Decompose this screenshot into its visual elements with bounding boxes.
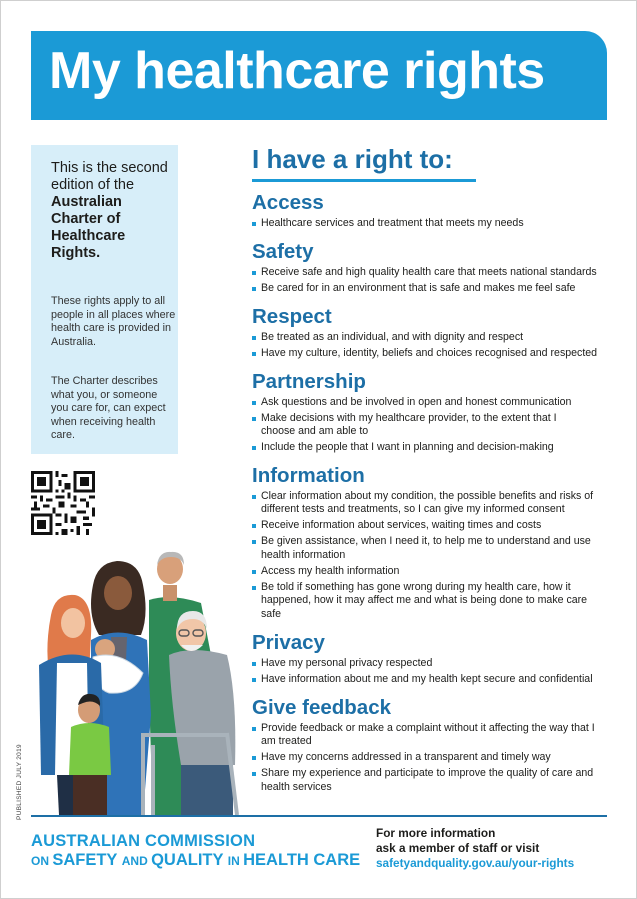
commission-logo-text	[31, 832, 360, 871]
section-list	[252, 657, 612, 686]
section-information	[252, 464, 612, 624]
section-list	[252, 490, 612, 621]
section-respect	[252, 305, 612, 363]
page-title: My healthcare rights	[49, 42, 545, 100]
list-item: Healthcare services and treatment that meets my needs	[252, 217, 612, 230]
section-title: Give feedback	[252, 696, 392, 719]
list-item: Receive safe and high quality health care that meets national standards	[252, 266, 612, 279]
more-info-line-1: For more information	[376, 826, 496, 840]
section-list	[252, 217, 612, 230]
list-item: Clear information about my condition, the possible benefits and risks of different tests and treatments, so I can give my informed consent	[252, 490, 603, 517]
section-privacy	[252, 631, 612, 689]
info-intro	[51, 160, 176, 262]
published-date: PUBLISHED JULY 2019	[16, 744, 23, 820]
section-title: Partnership	[252, 370, 366, 393]
org-line-2: ON SAFETY AND QUALITY IN HEALTH CARE	[31, 851, 361, 869]
section-title: Respect	[252, 305, 332, 328]
section-title: Safety	[252, 240, 314, 263]
header-banner	[31, 31, 607, 120]
list-item: Share my experience and participate to improve the quality of care and health services	[252, 767, 596, 794]
section-list	[252, 266, 612, 295]
section-partnership	[252, 370, 612, 457]
list-item: Have my concerns addressed in a transparent and timely way	[252, 751, 612, 764]
list-item: Be given assistance, when I need it, to help me to understand and use health information	[252, 535, 591, 562]
qr-code[interactable]	[31, 471, 95, 535]
list-item: Be told if something has gone wrong during my health care, how it happened, how it may affect me and what is being done to make care safe	[252, 581, 591, 621]
section-list	[252, 331, 612, 360]
org-line-1: AUSTRALIAN COMMISSION	[31, 832, 256, 850]
list-item: Include the people that I want in planning and decision-making	[252, 441, 612, 454]
info-intro-bold: Australian Charter of Healthcare Rights.	[51, 194, 126, 261]
list-item: Have information about me and my health kept secure and confidential	[252, 673, 612, 686]
info-paragraph-2: The Charter describes what you, or someone you care for, can expect when receiving health care.	[51, 375, 166, 441]
section-title: Access	[252, 191, 324, 214]
footer-divider	[31, 815, 607, 817]
website-link[interactable]: safetyandquality.gov.au/your-rights	[376, 856, 575, 870]
section-access	[252, 191, 612, 233]
section-list	[252, 722, 612, 794]
info-panel	[31, 145, 178, 454]
section-safety	[252, 240, 612, 298]
list-item: Make decisions with my healthcare provider, to the extent that I choose and am able to	[252, 412, 579, 439]
rights-heading: I have a right to:	[252, 144, 453, 174]
people-illustration	[31, 545, 243, 815]
heading-underline	[252, 179, 476, 182]
section-title: Information	[252, 464, 365, 487]
list-item: Ask questions and be involved in open and honest communication	[252, 396, 612, 409]
section-give-feedback	[252, 696, 612, 797]
list-item: Be cared for in an environment that is safe and makes me feel safe	[252, 282, 612, 295]
list-item: Be treated as an individual, and with dignity and respect	[252, 331, 612, 344]
section-title: Privacy	[252, 631, 325, 654]
info-paragraph-1: These rights apply to all people in all places where health care is provided in Australia.	[51, 295, 176, 348]
list-item: Have my culture, identity, beliefs and choices recognised and respected	[252, 347, 612, 360]
list-item: Receive information about services, waiting times and costs	[252, 519, 612, 532]
list-item: Access my health information	[252, 565, 612, 578]
more-info-line-2: ask a member of staff or visit	[376, 841, 540, 855]
info-intro-text: This is the second edition of the	[51, 160, 168, 193]
more-info	[376, 826, 574, 871]
list-item: Provide feedback or make a complaint without it affecting the way that I am treated	[252, 722, 596, 749]
list-item: Have my personal privacy respected	[252, 657, 612, 670]
section-list	[252, 396, 612, 455]
